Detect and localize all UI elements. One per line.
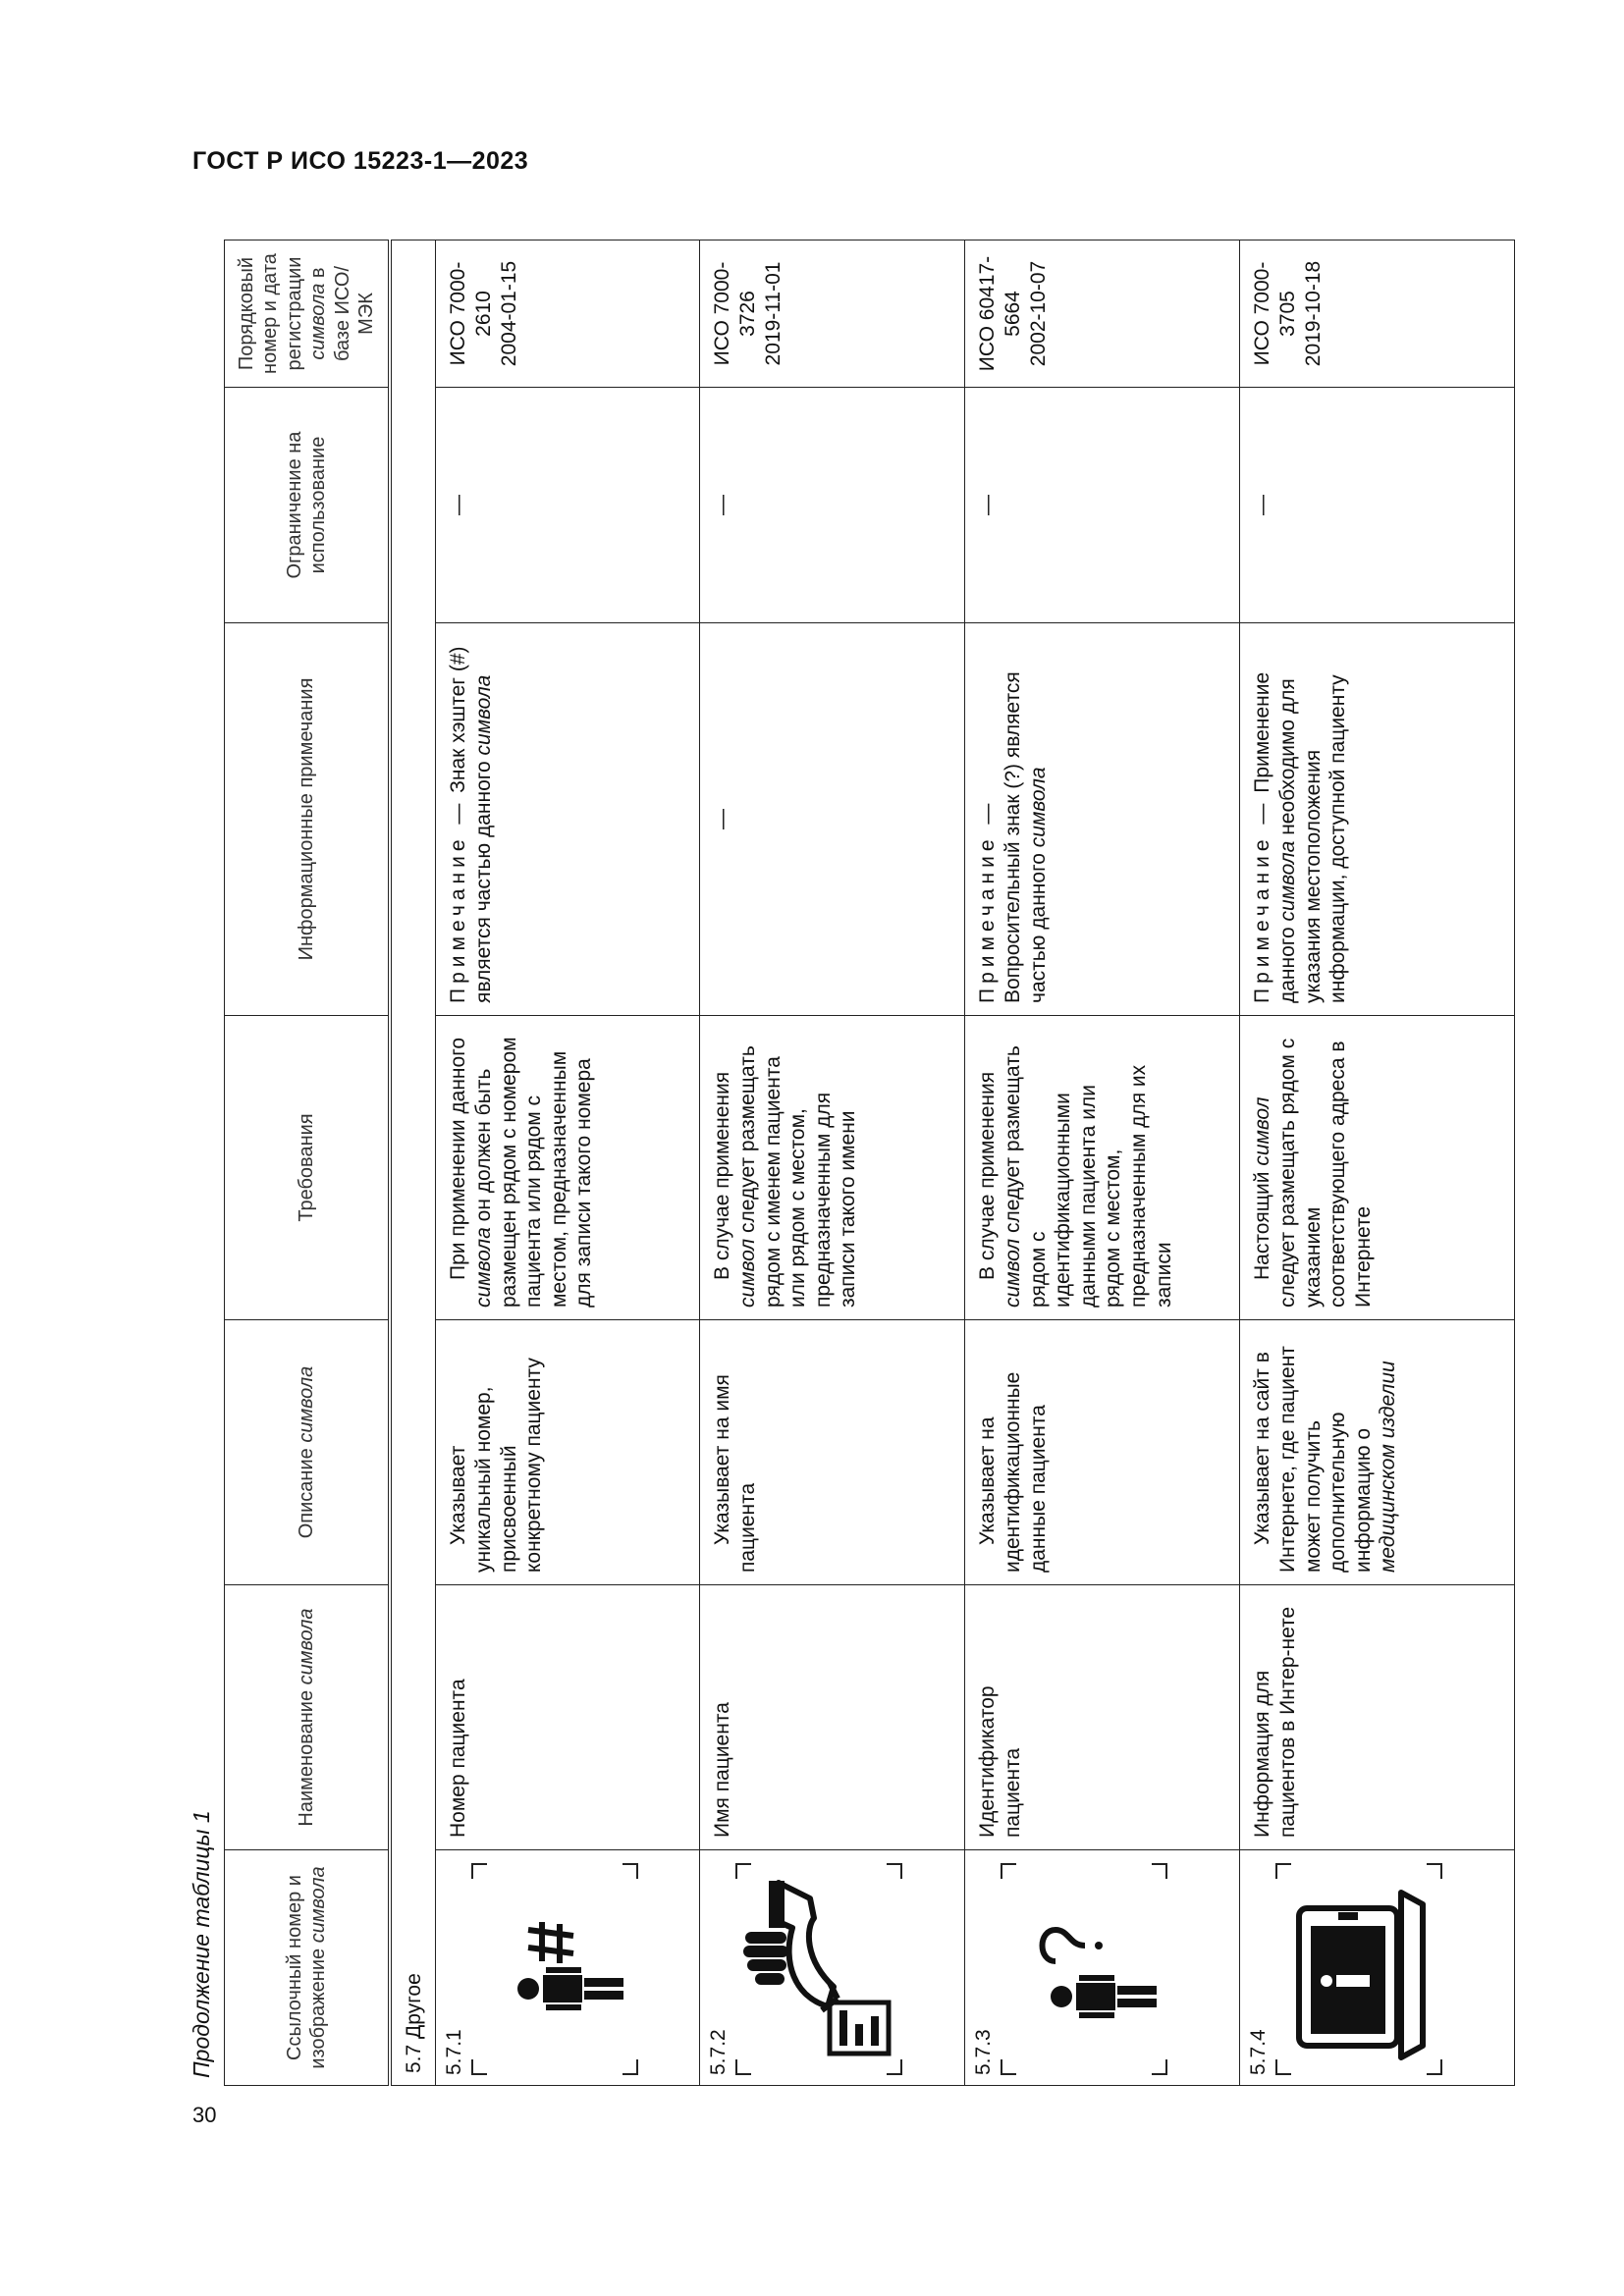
table-row xyxy=(965,240,1240,2086)
symbol-description: Указывает на имя пациента xyxy=(700,1320,965,1585)
symbol-registration: ИСО 7000-3705 2019-10-18 xyxy=(1240,240,1515,388)
symbol-description: Указывает на идентификационные данные пациента xyxy=(965,1320,1240,1585)
rotated-table-block xyxy=(182,240,1448,2086)
table-row xyxy=(436,240,700,2086)
symbol-name: Идентификатор пациента xyxy=(965,1585,1240,1850)
patient-identifier-icon xyxy=(1001,1863,1167,2075)
header-row xyxy=(225,240,391,2086)
symbol-restriction: — xyxy=(700,388,965,623)
symbol-name: Информация для пациентов в Интер-нете xyxy=(1240,1585,1515,1850)
symbol-code: 5.7.4 xyxy=(1247,2029,1271,2075)
table-caption: Продолжение таблицы 1 xyxy=(189,1810,214,2078)
symbol-restriction: — xyxy=(436,388,700,623)
symbol-registration: ИСО 7000-3726 2019-11-01 xyxy=(700,240,965,388)
header-name: Наименование символа xyxy=(225,1585,391,1850)
symbol-registration: ИСО 60417-5664 2002-10-07 xyxy=(965,240,1240,388)
symbol-requirements: В случае применения символ следует размещать рядом с идентификационными данными пациента или рядом с местом, предназначенным для их записи xyxy=(965,1016,1240,1320)
symbol-requirements: Настоящий символ следует размещать рядом с указанием соответствующего адреса в Интернете xyxy=(1240,1016,1515,1320)
symbol-registration: ИСО 7000-2610 2004-01-15 xyxy=(436,240,700,388)
symbol-restriction: — xyxy=(965,388,1240,623)
symbol-name: Номер пациента xyxy=(436,1585,700,1850)
symbol-cell xyxy=(436,1850,700,2086)
symbol-note: Примечание — Применение данного символа необходимо для указания местоположения информации, доступной пациенту xyxy=(1240,623,1515,1016)
document-title: ГОСТ Р ИСО 15223-1—2023 xyxy=(192,147,529,175)
section-title: 5.7 Другое xyxy=(390,240,436,2086)
symbol-code: 5.7.2 xyxy=(707,2029,731,2075)
symbol-description: Указывает на сайт в Интернете, где пациент может получить дополнительную информацию о медицинском изделии xyxy=(1240,1320,1515,1585)
header-symbol: Ссылочный номер и изображение символа xyxy=(225,1850,391,2086)
symbol-requirements: В случае применения символ следует размещать рядом с именем пациента или рядом с местом, предназначенным для записи такого имени xyxy=(700,1016,965,1320)
symbol-restriction: — xyxy=(1240,388,1515,623)
symbol-requirements: При применении данного символа он должен быть размещен рядом с номером пациента или рядом с местом, предназначенным для записи такого номера xyxy=(436,1016,700,1320)
header-requirements: Требования xyxy=(225,1016,391,1320)
header-restriction: Ограничение на использование xyxy=(225,388,391,623)
symbol-cell xyxy=(1240,1850,1515,2086)
symbol-code: 5.7.1 xyxy=(443,2029,466,2075)
symbol-cell xyxy=(965,1850,1240,2086)
symbol-name: Имя пациента xyxy=(700,1585,965,1850)
table-row xyxy=(1240,240,1515,2086)
header-notes: Информационные примечания xyxy=(225,623,391,1016)
symbol-note: — xyxy=(700,623,965,1016)
section-row xyxy=(390,240,436,2086)
symbol-cell xyxy=(700,1850,965,2086)
symbols-table xyxy=(224,240,1515,2086)
patient-name-icon xyxy=(735,1863,902,2075)
patient-information-website-icon xyxy=(1275,1863,1442,2075)
header-registration: Порядковый номер и дата регистрации символа в базе ИСО/МЭК xyxy=(225,240,391,388)
table-row xyxy=(700,240,965,2086)
patient-number-icon xyxy=(471,1863,638,2075)
header-description: Описание символа xyxy=(225,1320,391,1585)
symbol-note: Примечание — Вопросительный знак (?) является частью данного символа xyxy=(965,623,1240,1016)
symbol-note: Примечание — Знак хэштег (#) является частью данного символа xyxy=(436,623,700,1016)
symbol-code: 5.7.3 xyxy=(972,2029,996,2075)
symbol-description: Указывает уникальный номер, присвоенный конкретному пациенту xyxy=(436,1320,700,1585)
page-number: 30 xyxy=(192,2103,217,2127)
